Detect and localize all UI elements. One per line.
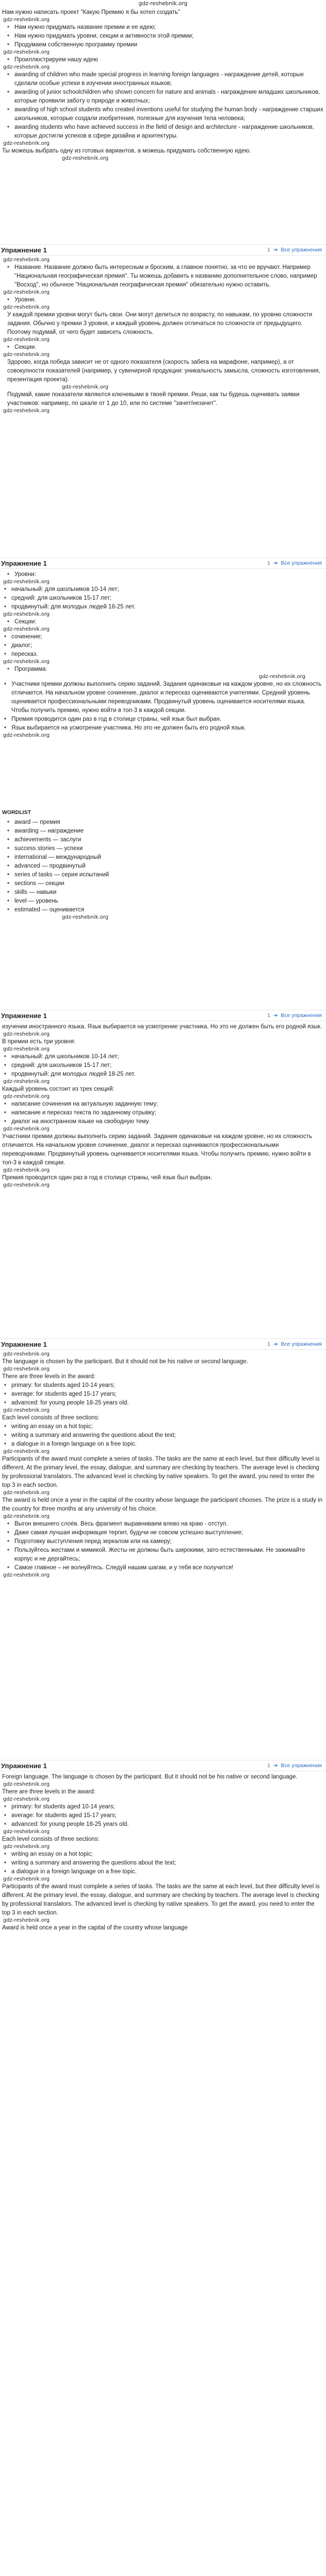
list-item: • Секции. — [10, 343, 324, 352]
levels-head — [0, 296, 326, 304]
exercise-header — [0, 244, 326, 256]
levels-intro: There are three levels in the award: — [2, 1789, 95, 1795]
levels-desc: У каждой премии уровни могут быть свои. Они могут делиться по возрасту, по навыкам, по уровню сложности задания. Обычно у премии 3 уровня, и каждый уровень должен отличаться по сложности от предыдущего. Поэтому подумай, от чего будет зависеть сложность. — [7, 312, 313, 335]
watermark: gdz-reshebnik.org — [3, 733, 50, 738]
list-item: • Самое главное – не волнуйтесь. Следуй нашим шагам, и у тебя все получится! — [10, 1564, 324, 1572]
exercise-title: Упражнение 1 — [1, 1761, 47, 1770]
list-item: • a dialogue in a foreign language on a free topic. — [7, 1440, 324, 1449]
list-item: • Язык выбирается на усмотрение участника. Но это не должен быть его родной язык. — [7, 724, 324, 733]
levels-intro: В премии есть три уровня: — [2, 1039, 76, 1045]
exercise-counter: 1 — [267, 1341, 270, 1347]
watermark: gdz-reshebnik.org — [3, 1408, 50, 1413]
watermark: gdz-reshebnik.org — [3, 290, 50, 295]
watermark: gdz-reshebnik.org — [3, 1797, 50, 1802]
watermark: gdz-reshebnik.org — [3, 49, 50, 55]
watermark: gdz-reshebnik.org — [3, 1876, 50, 1882]
list-item: • average: for students aged 15-17 years; — [7, 1811, 324, 1820]
watermark: gdz-reshebnik.org — [3, 17, 50, 23]
all-exercises-link[interactable]: Все упражнения — [281, 560, 322, 566]
tasks-text: Participants of the award must complete a series of tasks. The tasks are the same at each level, but their difficulty level is different. At the primary level, the essay, dialogue, and summary are checking by teachers. The average level is checking by professional translators. The advanced level is checking by native speakers. To get the award, you need to enter the top 3 in each section. — [2, 1884, 320, 1916]
list-item: • Нам нужно придумать уровни, секции и активности этой премии; — [10, 32, 324, 41]
exercise-header — [0, 1010, 326, 1021]
levels-label — [0, 570, 326, 579]
watermark: gdz-reshebnik.org — [3, 337, 50, 343]
watermark: gdz-reshebnik.org — [3, 1572, 50, 1578]
watermark: gdz-reshebnik.org — [3, 1366, 50, 1372]
top-watermark: gdz-reshebnik.org — [138, 1, 188, 7]
list-item: • Участники премии должны выполнить серию заданий. Задания одинаковые на каждом уровне, но их сложность отличается. На начальном уровне сочинение, диалог и пересказ оцениваются учителями. Средний уровень оценивается профессиональными переводчиками. Продвинутый уровень оценивается носителями языка. Чтобы получить премию, нужно войти в топ-3 в каждой секции. — [7, 680, 324, 715]
watermark: gdz-reshebnik.org — [62, 156, 109, 161]
watermark: gdz-reshebnik.org — [3, 1829, 50, 1835]
watermark: gdz-reshebnik.org — [3, 659, 50, 665]
list-item: • advanced — продвинутый — [10, 862, 324, 871]
sections-list — [0, 1100, 326, 1126]
levels-list — [0, 1053, 326, 1079]
levels-list — [0, 585, 326, 612]
list-item: • продвинутый: для молодых людей 18-25 лет. — [7, 603, 324, 612]
exercise-title: Упражнение 1 — [1, 1011, 47, 1020]
watermark: gdz-reshebnik.org — [3, 612, 50, 617]
project-steps-list-2 — [0, 56, 326, 64]
venue-text: The award is held once a year in the capital of the country whose language the participant chooses. The prize is a study in the country for three months at any university of his choice. — [2, 1497, 323, 1512]
list-item: • level — уровень — [10, 897, 324, 906]
list-item: • primary: for students aged 10-14 years; — [7, 1803, 324, 1811]
sections-desc-2: Подумай, какие показатели являются ключевыми в твоей премии. Реши, как ты будешь оценивать заявки участников: например, по шкале от 1 до 10, или по системе "зачет/незачет". — [7, 392, 300, 406]
levels-intro: There are three levels in the award: — [2, 1374, 95, 1380]
watermark: gdz-reshebnik.org — [3, 352, 50, 358]
wordlist-items — [0, 818, 326, 914]
list-item: • пересказ. — [7, 650, 324, 659]
venue-text: Award is held once a year in the capital of the country whose language — [2, 1925, 188, 1931]
watermark: gdz-reshebnik.org — [3, 1126, 50, 1132]
list-item: • Уровни: — [10, 570, 324, 579]
list-item: • Подготовку выступления перед зеркалом или на камеру; — [10, 1537, 324, 1546]
exercise-counter: 1 — [267, 1762, 270, 1769]
arrow-right-icon[interactable]: ➔ — [273, 247, 278, 253]
list-item: • Уровни. — [10, 296, 324, 304]
watermark: gdz-reshebnik.org — [3, 64, 50, 70]
wordlist-title: WORDLIST — [2, 809, 31, 816]
exercise-header — [0, 557, 326, 569]
list-item: • Премия проводится один раз в год в столице страны, чей язык был выбран. — [7, 715, 324, 724]
list-item: • writing a summary and answering the questions about the text; — [7, 1859, 324, 1868]
list-item: • writing an essay on a hot topic; — [7, 1422, 324, 1431]
exercise-nav — [267, 1761, 326, 1770]
list-item: • awarding students who have achieved success in the field of design and architecture - награждение школьников, которые достигли успехов в сфере дизайна и архитектуры. — [10, 123, 324, 141]
language-text: Foreign language. The language is chosen by the participant. But it should not be his native or second language. — [2, 1774, 298, 1780]
watermark: gdz-reshebnik.org — [3, 579, 50, 585]
project-steps-list — [0, 23, 326, 49]
outro-text: Ты можешь выбрать одну из готовых вариантов, а можешь придумать собственную идею. — [2, 148, 251, 154]
list-item: • Продумаем собственную программу премии — [10, 41, 324, 49]
list-item: • average: for students aged 15-17 years; — [7, 1390, 324, 1399]
section-award-structure — [0, 257, 326, 556]
exercise-title: Упражнение 1 — [1, 559, 47, 567]
list-item: • skills — навыки — [10, 888, 324, 897]
list-item: • начальный: для школьников 10-14 лет; — [7, 1053, 324, 1061]
exercise-title: Упражнение 1 — [1, 1340, 47, 1348]
list-item: • Выгон внешнего слоёв. Весь фрагмент выравниваем влево на краю - отступ. — [10, 1520, 324, 1529]
list-item: • диалог на иностранном языке на свободную тему. — [7, 1117, 324, 1126]
section-project-intro — [0, 8, 326, 243]
exercise-nav — [267, 1340, 326, 1349]
watermark: gdz-reshebnik.org — [3, 1514, 50, 1519]
exercise-nav — [267, 1011, 326, 1020]
all-exercises-link[interactable]: Все упражнения — [281, 1341, 322, 1347]
watermark: gdz-reshebnik.org — [62, 914, 109, 920]
section-ru-description — [0, 1023, 326, 1337]
watermark: gdz-reshebnik.org — [3, 1031, 50, 1037]
list-item: • series of tasks — серия испытаний — [10, 871, 324, 879]
all-exercises-link[interactable]: Все упражнения — [281, 246, 322, 253]
section-en-description — [0, 1351, 326, 1758]
language-text: The language is chosen by the participant. But it should not be his native or second language. — [2, 1359, 248, 1365]
exercise-counter: 1 — [267, 560, 270, 566]
watermark: gdz-reshebnik.org — [3, 1167, 50, 1173]
all-exercises-link[interactable]: Все упражнения — [281, 1762, 322, 1769]
watermark: gdz-reshebnik.org — [3, 1782, 50, 1787]
exercise-header — [0, 1760, 326, 1771]
watermark: gdz-reshebnik.org — [3, 1490, 50, 1496]
list-item: • Название. Название должно быть интересным и броским, а главное понятно, за что ее вручают. Например "Национальная географическая премия". Ты можешь добавить к названию дополнительное слово, например "Восход", но обычное "Национальная географическая премия" обязательно нужно оставить. — [10, 263, 324, 290]
list-item: • начальный: для школьников 10-14 лет; — [7, 585, 324, 594]
award-ideas-list — [0, 71, 326, 141]
watermark: gdz-reshebnik.org — [3, 304, 50, 310]
program-label — [0, 665, 326, 674]
section-en-final — [0, 1773, 326, 2144]
watermark: gdz-reshebnik.org — [3, 257, 50, 263]
intro-text: Нам нужно написать проект "Какую Премию я бы хотел создать" — [2, 9, 181, 15]
list-item: • сочинение; — [7, 633, 324, 641]
list-item: • writing an essay on a hot topic; — [7, 1850, 324, 1859]
list-item: • advanced: for young people 18-25 years old. — [7, 1399, 324, 1408]
watermark: gdz-reshebnik.org — [3, 1844, 50, 1850]
arrow-right-icon[interactable]: ➔ — [273, 1012, 278, 1019]
watermark: gdz-reshebnik.org — [3, 408, 50, 414]
exercise-nav — [267, 559, 326, 568]
arrow-right-icon[interactable]: ➔ — [273, 1762, 278, 1769]
exercise-nav — [267, 246, 326, 255]
levels-list — [0, 1803, 326, 1829]
list-item: • Программа: — [10, 665, 324, 674]
list-item: • primary: for students aged 10-14 years; — [7, 1381, 324, 1390]
list-item: • awarding of children who made special progress in learning foreign languages - награждение детей, которые сделали особые успехи в изучении иностранных языков; — [10, 71, 324, 88]
list-item: • написание и пересказ текста по заданному отрывку; — [7, 1109, 324, 1117]
list-item: • написание сочинения на актуальную заданную тему; — [7, 1100, 324, 1109]
list-item: • диалог; — [7, 641, 324, 650]
sections-intro: Each level consists of three sections: — [2, 1836, 100, 1842]
watermark: gdz-reshebnik.org — [3, 1046, 50, 1052]
exercise-counter: 1 — [267, 246, 270, 253]
exercise-header — [0, 1338, 326, 1350]
sections-list — [0, 1422, 326, 1449]
watermark: gdz-reshebnik.org — [3, 1449, 50, 1454]
watermark: gdz-reshebnik.org — [62, 384, 109, 390]
arrow-right-icon[interactable]: ➔ — [273, 1341, 278, 1347]
levels-list — [0, 1381, 326, 1408]
list-item: • award — премия — [10, 818, 324, 827]
section-levels-program — [0, 570, 326, 807]
list-item: • Секции: — [10, 618, 324, 626]
list-item: • Даже самая лучшая информация терпит, будучи не совсем успешно выступление; — [10, 1529, 324, 1537]
watermark: gdz-reshebnik.org — [3, 1079, 50, 1084]
list-item: • advanced: for young people 18-25 years old. — [7, 1820, 324, 1829]
list-item: • продвинутый: для молодых людей 18-25 лет. — [7, 1070, 324, 1079]
list-item: • international — международный — [10, 853, 324, 862]
watermark: gdz-reshebnik.org — [3, 1918, 50, 1923]
list-item: • sections — секции — [10, 879, 324, 888]
list-item: • awarding — награждение — [10, 827, 324, 836]
watermark: gdz-reshebnik.org — [3, 141, 50, 146]
watermark: gdz-reshebnik.org — [3, 626, 50, 632]
watermark: gdz-reshebnik.org — [3, 1351, 50, 1357]
tasks-text: Participants of the award must complete a series of tasks. The tasks are the same at each level, but their difficulty level is different. At the primary level, the essay, dialogue, and summary are checking by teachers. The average level is checking by professional translators. The advanced level is checking by native speakers. To get the award, you need to enter the top 3 in each section. — [2, 1456, 320, 1488]
watermark: gdz-reshebnik.org — [258, 674, 305, 680]
sections-desc: Здорово, когда победа зависит не от одного показателя (скорость забега на марафоне, например), а от совокупности показателей (например, у сувенирной продукции: уникальность замысла, сложность изготовления, презентация проекта). — [7, 359, 320, 383]
exercise-title: Упражнение 1 — [1, 246, 47, 254]
list-item: • Нам нужно придумать название премии и ее идею; — [10, 23, 324, 32]
venue-text: Премия проводится один раз в год в столице страны, чей язык был выбран. — [2, 1175, 213, 1181]
sections-list — [0, 633, 326, 659]
list-item: • achievements — заслуги — [10, 836, 324, 844]
sections-head — [0, 343, 326, 352]
sections-intro: Каждый уровень состоит из трех секций: — [2, 1086, 115, 1092]
tips-list — [0, 1520, 326, 1572]
arrow-right-icon[interactable]: ➔ — [273, 560, 278, 566]
list-item: • a dialogue in a foreign language on a free topic. — [7, 1868, 324, 1876]
list-item: • success stories — успехи — [10, 844, 324, 853]
list-item: • awarding of high school students who created inventions useful for studying the human body - награждение старших школьников, которые создали изобретения, полезные для изучения тела человека; — [10, 106, 324, 123]
intro-text: изучении иностранного языка. Язык выбирается на усмотрение участника. Но это не должен быть его родной язык. — [2, 1024, 322, 1030]
sections-list — [0, 1850, 326, 1876]
wordlist-section — [0, 807, 326, 1008]
program-text: Участники премии должны выполнить серию заданий. Задания одинаковые на каждом уровне, но их сложность отличается. На начальном уровне сочинение, диалог и пересказ оцениваются профессиональными переводчиками. Продвинутый уровень оценивается носителями языка. Чтобы получить премию, нужно войти в топ-3 в каждой секции. — [2, 1133, 312, 1166]
list-item: • estimated — оценивается — [10, 906, 324, 914]
sections-intro: Each level consists of three sections: — [2, 1415, 100, 1421]
list-item: • Пользуйтесь жестами и мимикой. Жесты не должны быть широкими, зато естественными. Не зажимайте корпус и не дергайтесь; — [10, 1546, 324, 1564]
structure-list — [0, 263, 326, 290]
list-item: • средний: для школьников 15-17 лет; — [7, 594, 324, 603]
list-item: • writing a summary and answering the questions about the text; — [7, 1431, 324, 1440]
sections-label — [0, 618, 326, 626]
all-exercises-link[interactable]: Все упражнения — [281, 1012, 322, 1019]
watermark: gdz-reshebnik.org — [3, 1094, 50, 1099]
watermark: gdz-reshebnik.org — [3, 1182, 50, 1188]
exercise-counter: 1 — [267, 1012, 270, 1019]
program-list — [0, 680, 326, 733]
list-item: • средний: для школьников 15-17 лет; — [7, 1061, 324, 1070]
list-item: • awarding of junior schoolchildren who shown concern for nature and animals - награждение младших школьников, которые проявили заботу о природе и животных; — [10, 88, 324, 106]
list-item: • Проиллюстрируем нашу идею — [10, 56, 324, 64]
